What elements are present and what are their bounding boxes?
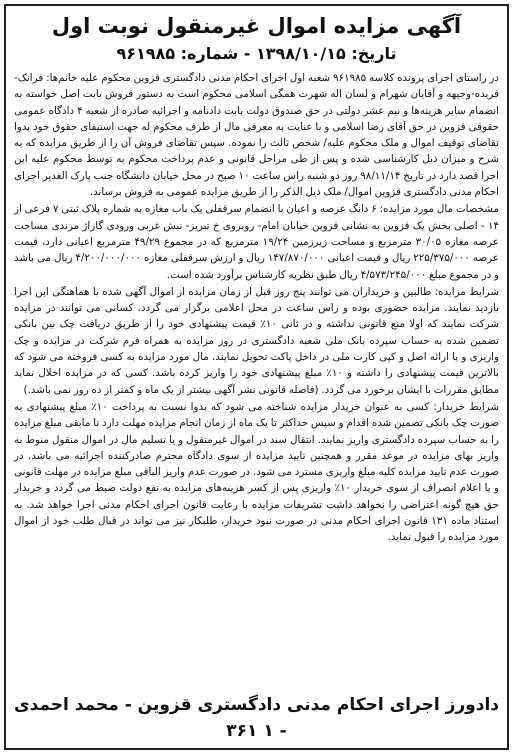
paragraph-auction-conditions: شرایط مزایده: طالبین و خریداران می توانند پنج روز قبل از زمان مزایده از اموال آگهی شده با هماهنگی این اجرا بازدید نمایند. مزایده حضوری بوده و راس ساعت در محل اعلامی برگزار می گردد. کسانی می توانند در مزایده شرکت نمایند که اولا منع قانونی نداشته و در ثانی ۱۰٪ قیمت پیشنهادی خود را از طریق دریافت چک بین بانکی تضمین شده به حساب سپرده بانک ملی شعبه دادگستری در روز مزایده به همراه فرم شرکت در مزایده و چک واریزی و یا ارائه اصل و کپی کارت ملی در داخل پاکت تحویل نمایند. مال مورد مزایده به کسی فروخته می شود که بالاترین قیمت پیشنهادی را داشته و ۱۰٪ مبلغ پیشنهادی خود را واریز کرده باشد. کسی که در مزایده اخلال نماید مطابق مقررات با ایشان برخورد می گردد. (فاصله قانونی نشر آگهی بیشتر از یک ماه و کمتر از ده روز نمی باشد.) — [14, 285, 499, 396]
paragraph-property-specs: مشخصات مال مورد مزایده: ۶ دانگ عرصه و اعیان با انضمام سرقفلی یک باب مغازه به شماره پلاک ثبتی ۷ فرعی از ۱۴ - اصلی بخش یک قزوین به نشانی قزوین خیابان امام- روبروی خ تبریز- نبش غربی ورودی گاراژ مرندی مساحت عرصه مغازه ۳۰/۰۵ مترمربع و مساحت زیرزمین ۱۹/۲۴ مترمربع که در مجموع ۴۹/۲۹ مترمربع اعیانی دارد، قیمت عرصه ۲۲۵/۳۷۵/۰۰۰ ریال و قیمت اعیانی ۱۴۷/۸۷۰/۰۰۰ ریال و ارزش سرقفلی مغازه ۴/۲۰۰/۰۰۰/۰۰۰ ریال می باشد و در مجموع مبلغ ۴/۵۷۳/۲۴۵/۰۰۰ ریال طبق نظریه کارشناس برآورد شده است. — [14, 203, 500, 281]
paragraph-buyer-conditions: شرایط خریدار: کسی به عنوان خریدار مزایده شناخته می شود که بدوا نسبت به پرداخت ۱۰٪ مبلغ پیشنهادی به صورت چک بانکی تضمین شده اقدام و سپس حداکثر تا یک ماه از زمان انجام مزایده مهلت دارد تا مابقی مبلغ مزایده را به حساب سپرده دادگستری واریز نمایند. انتقال سند در اموال غیرمنقول و یا تسلیم مال در اموال منقول منوط به واریز بهای مزایده در موعد مقرر و همچنین تایید مزایده از سوی دادگاه محترم صادرکننده اجرائیه می باشد. در صورت عدم تایید مزایده کلیه مبلغ واریزی مسترد می شود. در صورت عدم واریز الباقی مبلغ مزایده در مهلت قانونی و یا اعلام انصراف از سوی خریدار ۱۰٪ واریزی پس از کسر هزینه‌های مزایده به نفع دولت ضبط می گردد و خریدار حق هیچ گونه اعتراضی را نخواهد داشت تشریفات مزایده با رعایت قانون اجرای احکام مدنی اجرا خواهد شد. به استناد ماده ۱۳۱ قانون اجرای احکام مدنی در صورت نبود خریدار، طلبکار نیز می تواند در قبال طلب خود از اموال مورد مزایده را قبول نماید. — [14, 400, 499, 544]
notice-signature: دادورز اجرای احکام مدنی دادگستری قزوین - محمد احمدی - ۱ ۳۶۱ — [14, 695, 499, 741]
paragraph-intro: در راستای اجرای پرونده کلاسه ۹۶۱۹۸۵ شعبه اول اجرای احکام مدنی دادگستری قزوین محکوم علیه خانم‌ها: فرانک-فریده-وجیهه و آقایان شهرام و لسان اله شهرت همگی اسلامی محکوم است به دستور فروش بابت اصل خواسته به انضمام سایر هزینه‌ها و نیم عشر دولتی در حق صندوق دولت بابت دادنامه و اجرائیه صادره از شعبه ۴ دادگاه عمومی حقوقی قزوین در حق آقای رضا اسلامی و با عنایت به معرفی مال از طرف محکوم له جهت استیفای حقوق خود بدوا تقاضای توقیف اموال و ملک محکوم علیه/ شخص ثالث را نموده. سپس تقاضای فروش آن را از طریق مزایده که به شرح و میزان ذیل کارشناسی شده و پس از طی مراحل قانونی و عدم پرداخت محکوم به توسط محکوم علیه این اجرا قصد دارد در تاریخ ۹۸/۱۱/۱۴ روز دو شنبه راس ساعت ۱۰ صبح در محل خیابان دانشگاه جنب پارک الغدیر اجرای احکام مدنی دادگستری قزوین اموال/ ملک ذیل الذکر را از طریق مزایده عمومی به فروش برساند. — [14, 72, 499, 199]
notice-title: آگهی مزایده اموال غیرمنقول نوبت اول — [51, 14, 462, 38]
notice-frame — [4, 4, 509, 750]
notice-date-number: تاریخ: ۱۳۹۸/۱۰/۱۵ - شماره: ۹۶۱۹۸۵ — [116, 44, 397, 63]
